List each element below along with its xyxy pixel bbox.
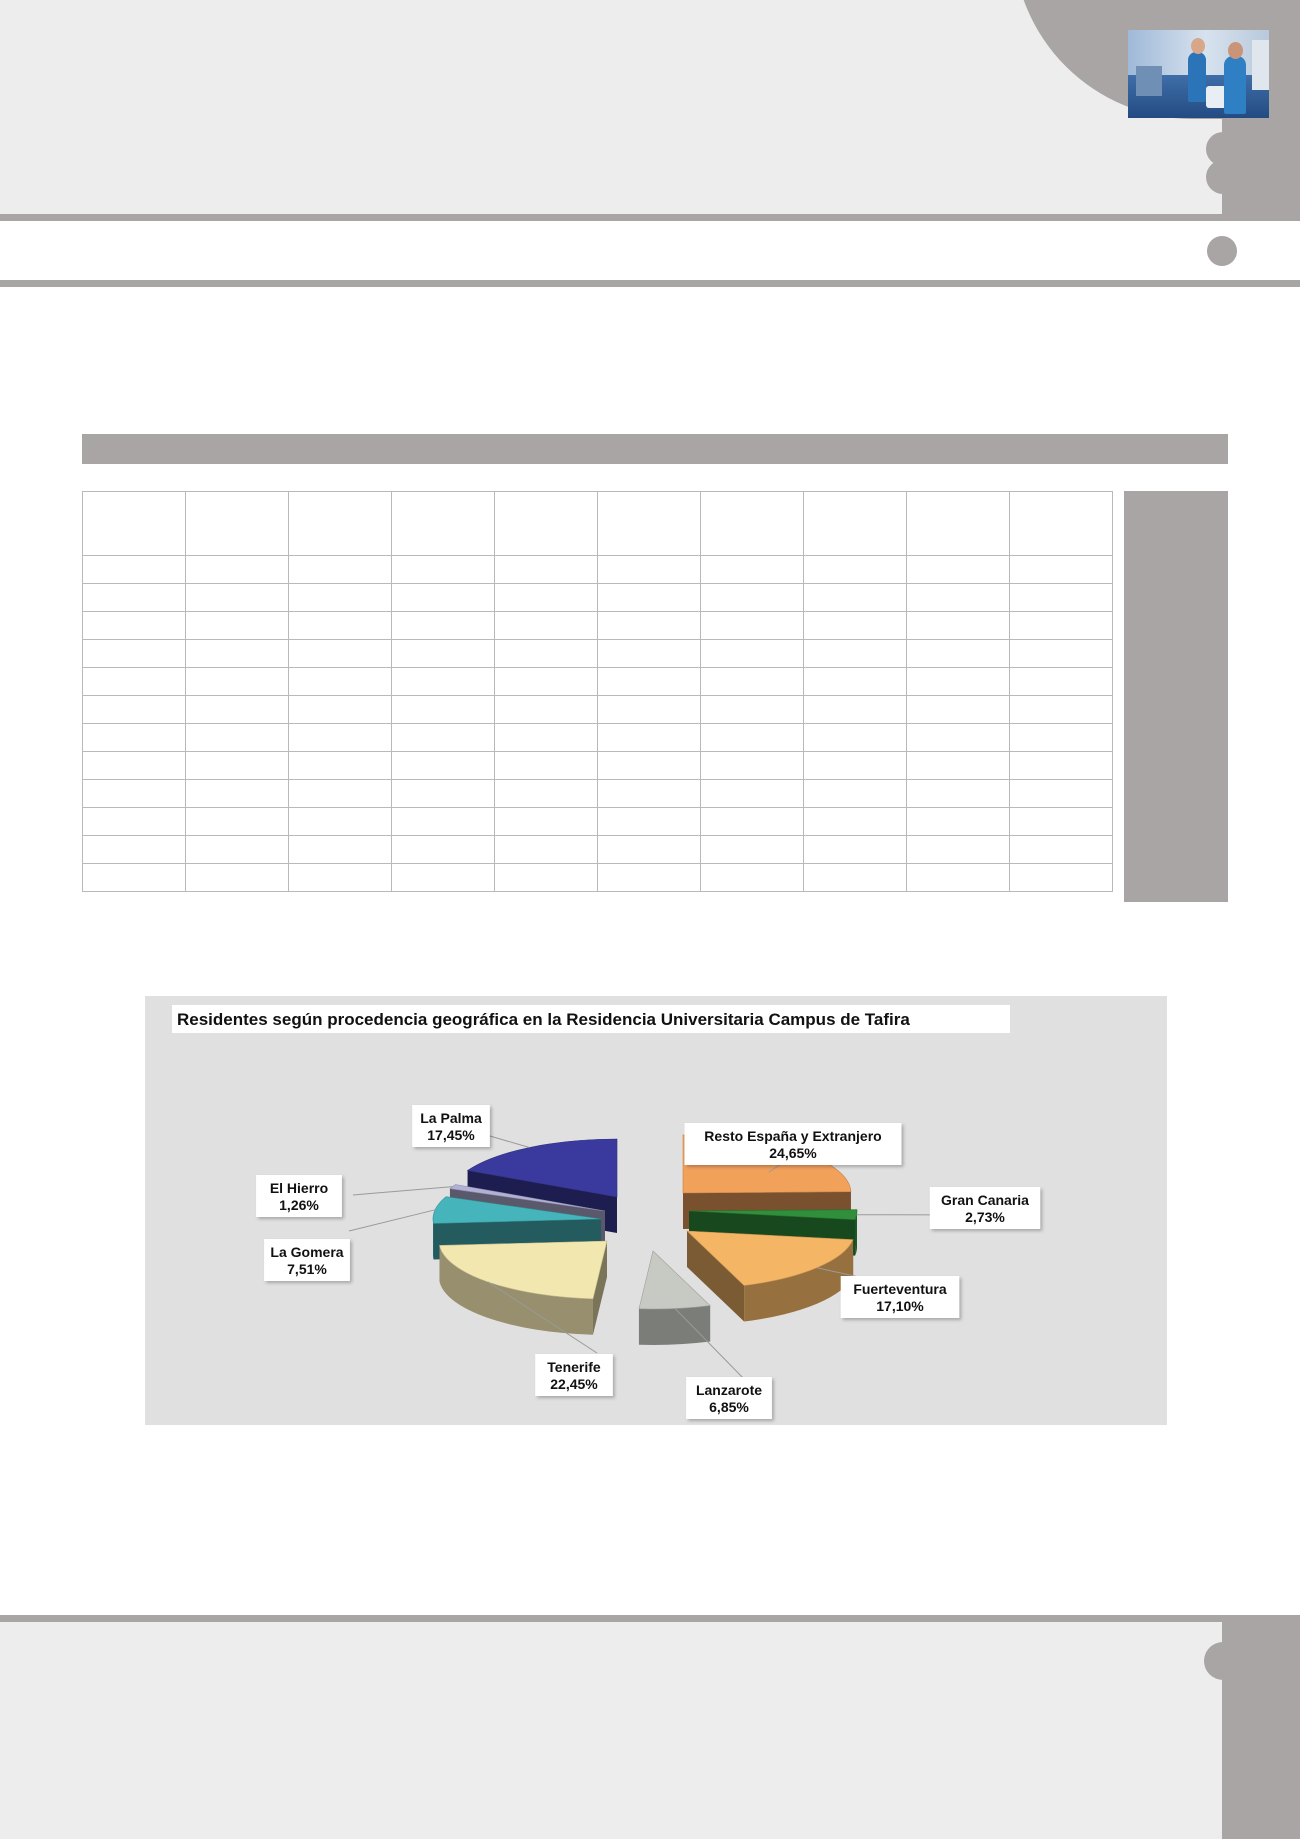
table-row [83, 556, 1113, 584]
slice-label [930, 1187, 1040, 1229]
data-table [82, 491, 1113, 892]
table-cell [186, 492, 289, 556]
leader-line [349, 1210, 435, 1231]
slice-label-name: Resto España y Extranjero [704, 1128, 882, 1144]
leader-line [483, 1134, 529, 1147]
table-cell [83, 836, 186, 864]
table-cell [495, 556, 598, 584]
table-cell [83, 668, 186, 696]
table-cell [701, 640, 804, 668]
table-cell [289, 640, 392, 668]
footer-rule [0, 1615, 1300, 1622]
table-cell [186, 640, 289, 668]
table-cell [392, 612, 495, 640]
pie-slice [687, 1231, 853, 1322]
table-cell [907, 492, 1010, 556]
table-cell [495, 724, 598, 752]
table-cell [1010, 556, 1113, 584]
table-cell [907, 612, 1010, 640]
hospital-photo [1128, 30, 1269, 118]
table-cell [1010, 836, 1113, 864]
table-cell [289, 492, 392, 556]
table-cell [495, 836, 598, 864]
table-cell [804, 556, 907, 584]
pie-slice [439, 1241, 607, 1335]
table-cell [598, 668, 701, 696]
slice-label-name: La Gomera [270, 1244, 344, 1260]
table-cell [907, 780, 1010, 808]
table-cell [804, 808, 907, 836]
table-cell [392, 752, 495, 780]
table-cell [289, 724, 392, 752]
table-cell [289, 696, 392, 724]
table-cell [289, 612, 392, 640]
footer-bump [1204, 1642, 1242, 1680]
slice-label-name: Fuerteventura [853, 1281, 947, 1297]
table-cell [186, 836, 289, 864]
slice-label-value: 2,73% [965, 1209, 1005, 1225]
table-cell [392, 556, 495, 584]
table-cell [598, 724, 701, 752]
table-cell [392, 808, 495, 836]
table-cell [289, 584, 392, 612]
leader-line [675, 1308, 747, 1382]
table-cell [907, 864, 1010, 892]
table-cell [392, 584, 495, 612]
table-cell [701, 864, 804, 892]
table-cell [1010, 492, 1113, 556]
table-cell [804, 780, 907, 808]
table-side-panel [1124, 491, 1228, 902]
table-cell [392, 640, 495, 668]
table-cell [1010, 668, 1113, 696]
slice-label [841, 1276, 960, 1318]
table-cell [598, 640, 701, 668]
table-cell [186, 612, 289, 640]
table-cell [186, 556, 289, 584]
table-cell [289, 780, 392, 808]
table-row [83, 668, 1113, 696]
table-row [83, 612, 1113, 640]
table-title-band [82, 434, 1228, 464]
slice-label-value: 17,10% [876, 1298, 924, 1314]
table-cell [289, 668, 392, 696]
table-cell [1010, 612, 1113, 640]
table-cell [1010, 752, 1113, 780]
slice-label-value: 24,65% [769, 1145, 817, 1161]
table-cell [495, 584, 598, 612]
subheader-rule [0, 280, 1300, 287]
table-row [83, 584, 1113, 612]
table-cell [186, 808, 289, 836]
table-cell [598, 808, 701, 836]
slice-label [686, 1377, 772, 1419]
table-cell [289, 556, 392, 584]
table-cell [598, 556, 701, 584]
table-cell [701, 492, 804, 556]
table-cell [907, 752, 1010, 780]
table-cell [495, 780, 598, 808]
table-cell [186, 864, 289, 892]
table-cell [289, 864, 392, 892]
table-cell [907, 696, 1010, 724]
slice-label [535, 1354, 613, 1396]
table-cell [392, 864, 495, 892]
table-cell [1010, 584, 1113, 612]
table-cell [804, 612, 907, 640]
table-cell [598, 836, 701, 864]
table-cell [83, 780, 186, 808]
table-cell [1010, 696, 1113, 724]
table-cell [392, 696, 495, 724]
table-cell [1010, 724, 1113, 752]
table-cell [804, 836, 907, 864]
table-cell [495, 808, 598, 836]
table-cell [392, 836, 495, 864]
table-cell [804, 492, 907, 556]
slice-label-name: Gran Canaria [941, 1192, 1029, 1208]
slice-label-value: 17,45% [427, 1127, 475, 1143]
slice-label [256, 1175, 342, 1217]
slice-label [264, 1239, 350, 1281]
table-cell [701, 612, 804, 640]
table-cell [495, 864, 598, 892]
slice-label-name: El Hierro [269, 1180, 329, 1196]
leader-line [353, 1187, 453, 1195]
slice-label-value: 22,45% [550, 1376, 598, 1392]
table-cell [598, 780, 701, 808]
table-cell [495, 492, 598, 556]
table-cell [598, 584, 701, 612]
table-cell [598, 864, 701, 892]
table-cell [186, 752, 289, 780]
slice-label [685, 1123, 902, 1165]
table-cell [907, 808, 1010, 836]
table-row [83, 808, 1113, 836]
slice-label-value: 6,85% [709, 1399, 749, 1415]
table-cell [804, 668, 907, 696]
table-cell [598, 492, 701, 556]
table-cell [1010, 780, 1113, 808]
header-bump [1206, 160, 1240, 194]
table-cell [907, 668, 1010, 696]
table-cell [701, 836, 804, 864]
table-cell [495, 668, 598, 696]
table-cell [186, 584, 289, 612]
page-footer [0, 1622, 1300, 1839]
table-cell [598, 752, 701, 780]
table-cell [83, 724, 186, 752]
table-cell [907, 584, 1010, 612]
pie-chart-panel [145, 996, 1167, 1425]
table-cell [701, 556, 804, 584]
table-cell [83, 752, 186, 780]
table-cell [701, 808, 804, 836]
table-cell [907, 724, 1010, 752]
table-cell [804, 640, 907, 668]
table-row [83, 752, 1113, 780]
table-cell [598, 696, 701, 724]
table-cell [701, 696, 804, 724]
table-cell [1010, 640, 1113, 668]
table-cell [701, 780, 804, 808]
table-cell [186, 780, 289, 808]
table-row [83, 780, 1113, 808]
table-row [83, 836, 1113, 864]
table-cell [186, 696, 289, 724]
table-cell [1010, 864, 1113, 892]
table-row [83, 696, 1113, 724]
table-cell [804, 752, 907, 780]
table-cell [907, 836, 1010, 864]
table-cell [83, 864, 186, 892]
table-cell [83, 556, 186, 584]
table-header-row [83, 492, 1113, 556]
table-cell [83, 640, 186, 668]
table-cell [495, 696, 598, 724]
table-cell [186, 724, 289, 752]
table-cell [804, 724, 907, 752]
slice-label-value: 7,51% [287, 1261, 327, 1277]
table-cell [83, 492, 186, 556]
table-cell [907, 640, 1010, 668]
table-cell [392, 492, 495, 556]
table-cell [392, 668, 495, 696]
table-cell [289, 752, 392, 780]
slice-label [412, 1105, 490, 1147]
table-row [83, 724, 1113, 752]
table-cell [701, 752, 804, 780]
table-row [83, 864, 1113, 892]
table-cell [495, 752, 598, 780]
table-cell [186, 668, 289, 696]
table-row [83, 640, 1113, 668]
table-cell [804, 696, 907, 724]
table-cell [495, 612, 598, 640]
table-cell [804, 584, 907, 612]
table-cell [392, 724, 495, 752]
table-cell [392, 780, 495, 808]
slice-label-name: Lanzarote [695, 1382, 763, 1398]
table-cell [1010, 808, 1113, 836]
table-cell [289, 836, 392, 864]
table-cell [83, 696, 186, 724]
table-cell [907, 556, 1010, 584]
table-cell [804, 864, 907, 892]
slice-label-name: La Palma [420, 1110, 482, 1126]
pie-chart [145, 996, 1167, 1425]
table-cell [701, 724, 804, 752]
table-cell [495, 640, 598, 668]
slice-label-value: 1,26% [279, 1197, 319, 1213]
table-cell [289, 808, 392, 836]
table-cell [701, 668, 804, 696]
table-cell [83, 584, 186, 612]
section-marker-dot [1207, 236, 1237, 266]
chart-title: Residentes según procedencia geográfica en la Residencia Universitaria Campus de Tafira [177, 1010, 910, 1029]
table-cell [83, 612, 186, 640]
table-cell [701, 584, 804, 612]
table-cell [83, 808, 186, 836]
table-cell [598, 612, 701, 640]
slice-label-name: Tenerife [547, 1359, 601, 1375]
header-rule [0, 214, 1300, 221]
